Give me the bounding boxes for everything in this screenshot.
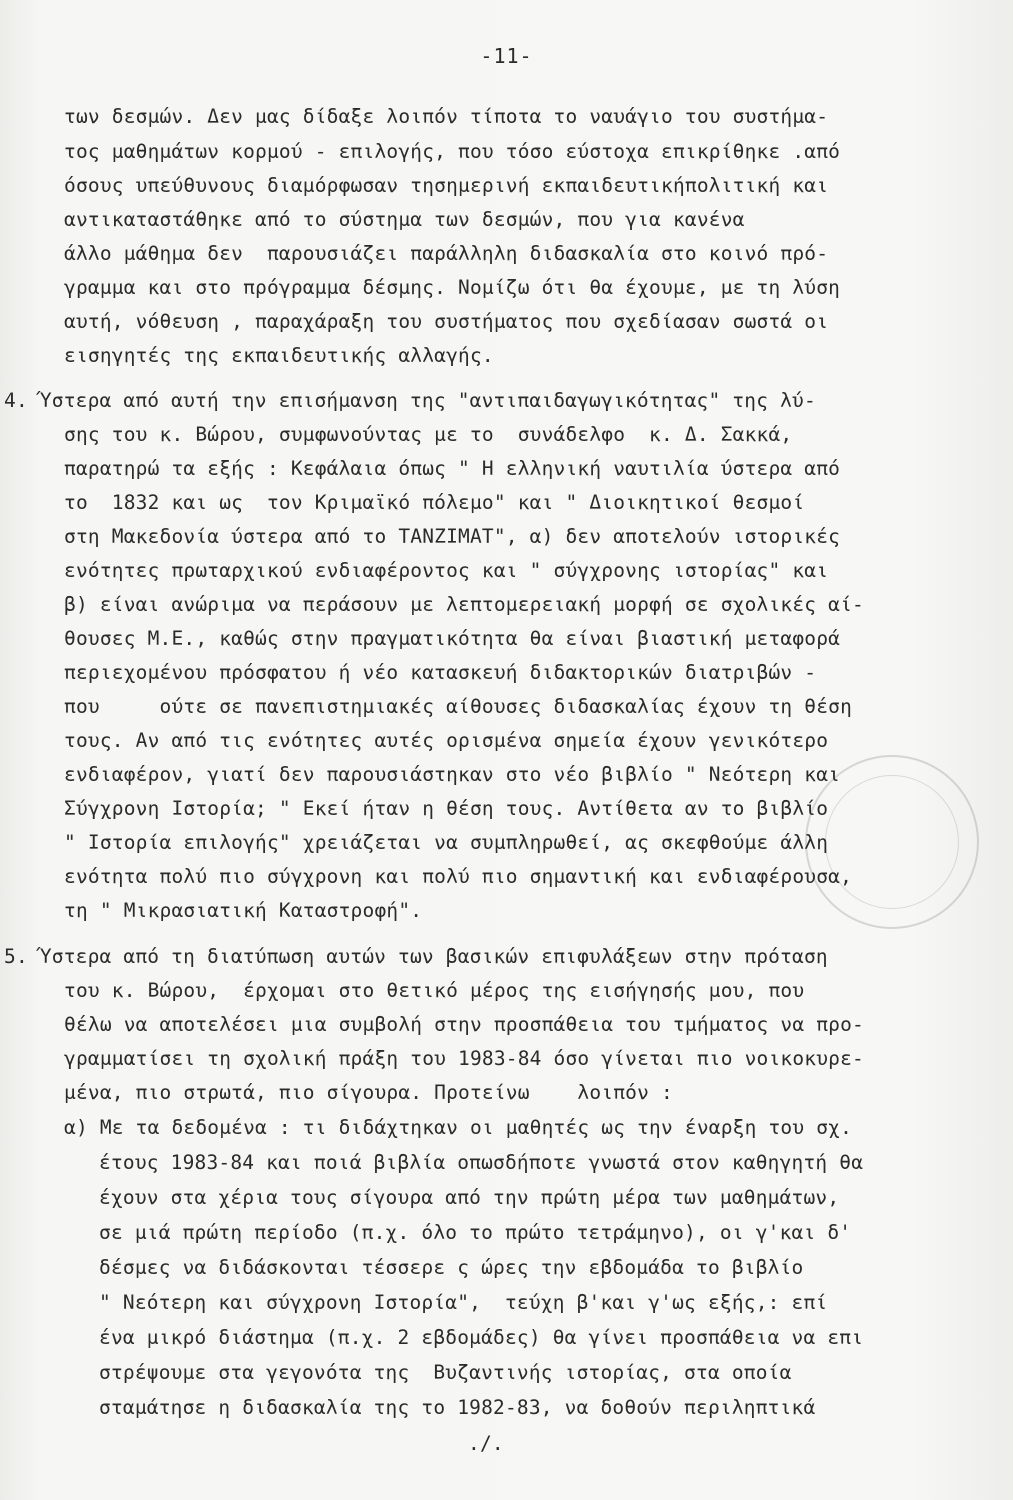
text-line: ενότητες πρωταρχικού ενδιαφέροντος και " σύγχρονης ιστορίας" και [64, 559, 829, 582]
text-line: των δεσμών. Δεν μας δίδαξε λοιπόν τίποτα το ναυάγιο του συστήμα- [64, 105, 829, 128]
text-line: γραμμα και στο πρόγραμμα δέσμης. Νομίζω ότι θα έχουμε, με τη λύση [64, 276, 841, 299]
page-number: -11- [480, 44, 533, 68]
text-line: σταμάτησε η διδασκαλία της το 1982-83, να δοθούν περιληπτικά [99, 1396, 816, 1419]
text-line: " Νεότερη και σύγχρονη Ιστορία", τεύχη β'και γ'ως εξής,: επί [99, 1291, 828, 1314]
text-line: τη " Μικρασιατική Καταστροφή". [64, 899, 423, 922]
text-line: παρατηρώ τα εξής : Κεφάλαια όπως " Η ελληνική ναυτιλία ύστερα από [64, 457, 841, 480]
text-line: το 1832 και ως τον Κριμαϊκό πόλεμο" και " Διοικητικοί θεσμοί [64, 491, 805, 514]
text-line: στρέψουμε στα γεγονότα της Βυζαντινής ιστορίας, στα οποία [99, 1361, 792, 1384]
text-line: β) είναι ανώριμα να περάσουν με λεπτομερειακή μορφή σε σχολικές αί- [64, 593, 864, 616]
text-line: όσους υπεύθυνους διαμόρφωσαν τησημερινή εκπαιδευτικήπολιτική και [64, 174, 829, 197]
text-line: έχουν στα χέρια τους σίγουρα από την πρώτη μέρα των μαθημάτων, [99, 1186, 840, 1209]
text-line: 4. Ύστερα από αυτή την επισήμανση της "αντιπαιδαγωγικότητας" της λύ- [4, 389, 816, 412]
text-line: άλλο μάθημα δεν παρουσιάζει παράλληλη διδασκαλία στο κοινό πρό- [64, 242, 829, 265]
text-line: Σύγχρονη Ιστορία; " Εκεί ήταν η θέση τους. Αντίθετα αν το βιβλίο [64, 797, 829, 820]
text-line: " Ιστορία επιλογής" χρειάζεται να συμπληρωθεί, ας σκεφθούμε άλλη [64, 831, 829, 854]
text-line: στη Μακεδονία ύστερα από το ΤΑΝΖΙΜΑΤ", α) δεν αποτελούν ιστορικές [64, 525, 841, 548]
text-line: ενότητα πολύ πιο σύγχρονη και πολύ πιο σημαντική και ενδιαφέρουσα, [64, 865, 853, 888]
text-line: τος μαθημάτων κορμού - επιλογής, που τόσο εύστοχα επικρίθηκε .από [64, 140, 841, 163]
continuation-mark: ./. [468, 1432, 504, 1455]
text-line: αυτή, νόθευση , παραχάραξη του συστήματος που σχεδίασαν σωστά οι [64, 310, 829, 333]
text-line: περιεχομένου πρόσφατου ή νέο κατασκευή διδακτορικών διατριβών - [64, 661, 817, 684]
text-line: θέλω να αποτελέσει μια συμβολή στην προσπάθεια του τμήματος να προ- [64, 1013, 864, 1036]
text-line: α) Με τα δεδομένα : τι διδάχτηκαν οι μαθητές ως την έναρξη του σχ. [64, 1116, 853, 1139]
text-line: σης του κ. Βώρου, συμφωνούντας με το συνάδελφο κ. Δ. Σακκά, [64, 423, 793, 446]
text-line: μένα, πιο στρωτά, πιο σίγουρα. Προτείνω λοιπόν : [64, 1081, 673, 1104]
text-line: ενδιαφέρον, γιατί δεν παρουσιάστηκαν στο νέο βιβλίο " Νεότερη και [64, 763, 841, 786]
text-line: ένα μικρό διάστημα (π.χ. 2 εβδομάδες) θα γίνει προσπάθεια να επι [99, 1326, 864, 1349]
text-line: έτους 1983-84 και ποιά βιβλία οπωσδήποτε γνωστά στον καθηγητή θα [99, 1151, 864, 1174]
text-line: θουσες Μ.Ε., καθώς στην πραγματικότητα θα είναι βιαστική μεταφορά [64, 627, 841, 650]
text-line: του κ. Βώρου, έρχομαι στο θετικό μέρος της εισήγησής μου, που [64, 979, 805, 1002]
text-line: εισηγητές της εκπαιδευτικής αλλαγής. [64, 344, 494, 367]
text-line: τους. Αν από τις ενότητες αυτές ορισμένα σημεία έχουν γενικότερο [64, 729, 829, 752]
text-line: 5. Ύστερα από τη διατύπωση αυτών των βασικών επιφυλάξεων στην πρόταση [4, 945, 828, 968]
text-line: δέσμες να διδάσκονται τέσσερε ς ώρες την εβδομάδα το βιβλίο [99, 1256, 804, 1279]
text-line: αντικαταστάθηκε από το σύστημα των δεσμών, που για κανένα [64, 208, 745, 231]
text-line: γραμματίσει τη σχολική πράξη του 1983-84 όσο γίνεται πιο νοικοκυρε- [64, 1047, 864, 1070]
text-line: σε μιά πρώτη περίοδο (π.χ. όλο το πρώτο τετράμηνο), οι γ'και δ' [99, 1221, 852, 1244]
text-line: που ούτε σε πανεπιστημιακές αίθουσες διδασκαλίας έχουν τη θέση [64, 695, 853, 718]
